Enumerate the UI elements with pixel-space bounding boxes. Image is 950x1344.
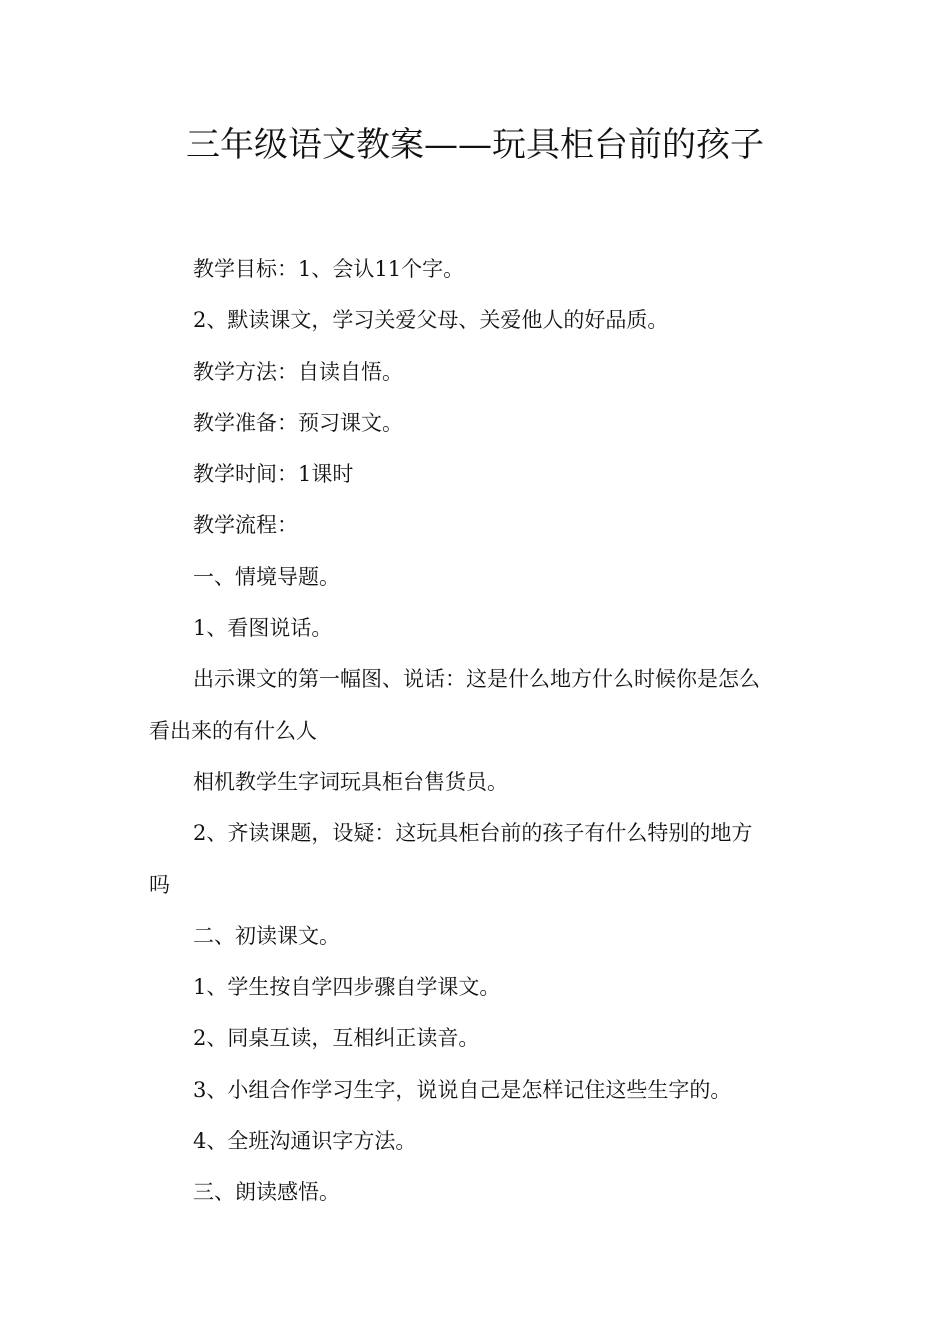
paragraph-step-2-3: 3、小组合作学习生字，说说自己是怎样记住这些生字的。: [193, 1077, 732, 1102]
paragraph-objective-1: 教学目标：1、会认11个字。: [193, 257, 465, 281]
paragraph-objective-2: 2、默读课文，学习关爱父母、关爱他人的好品质。: [193, 308, 669, 333]
section-heading-2: 二、初读课文。: [193, 923, 340, 948]
paragraph-line: 吗: [149, 872, 170, 897]
paragraph-preparation: 教学准备：预习课文。: [193, 410, 403, 435]
paragraph-step-1-2: [149, 808, 801, 911]
paragraph-procedure: 教学流程：: [193, 513, 298, 538]
section-heading-1: 一、情境导题。: [193, 564, 340, 589]
document-body: [149, 244, 801, 1219]
paragraph-step-2-1: 1、学生按自学四步骤自学课文。: [193, 975, 501, 1000]
paragraph-method: 教学方法：自读自悟。: [193, 359, 403, 384]
paragraph-step-2-2: 2、同桌互读，互相纠正读音。: [193, 1026, 480, 1051]
document-title: 三年级语文教案——玩具柜台前的孩子: [186, 125, 764, 165]
paragraph-line: 2、齐读课题，设疑：这玩具柜台前的孩子有什么特别的地方: [193, 821, 753, 846]
paragraph-picture-talk: [149, 654, 801, 757]
paragraph-vocabulary: 相机教学生字词玩具柜台售货员。: [193, 769, 508, 794]
paragraph-line: 看出来的有什么人: [149, 718, 317, 743]
paragraph-step-1-1: 1、看图说话。: [193, 616, 333, 641]
paragraph-step-2-4: 4、全班沟通识字方法。: [193, 1129, 417, 1154]
paragraph-line: 出示课文的第一幅图、说话：这是什么地方什么时候你是怎么: [193, 667, 760, 692]
paragraph-time: 教学时间：1课时: [193, 462, 354, 487]
section-heading-3: 三、朗读感悟。: [193, 1180, 340, 1205]
